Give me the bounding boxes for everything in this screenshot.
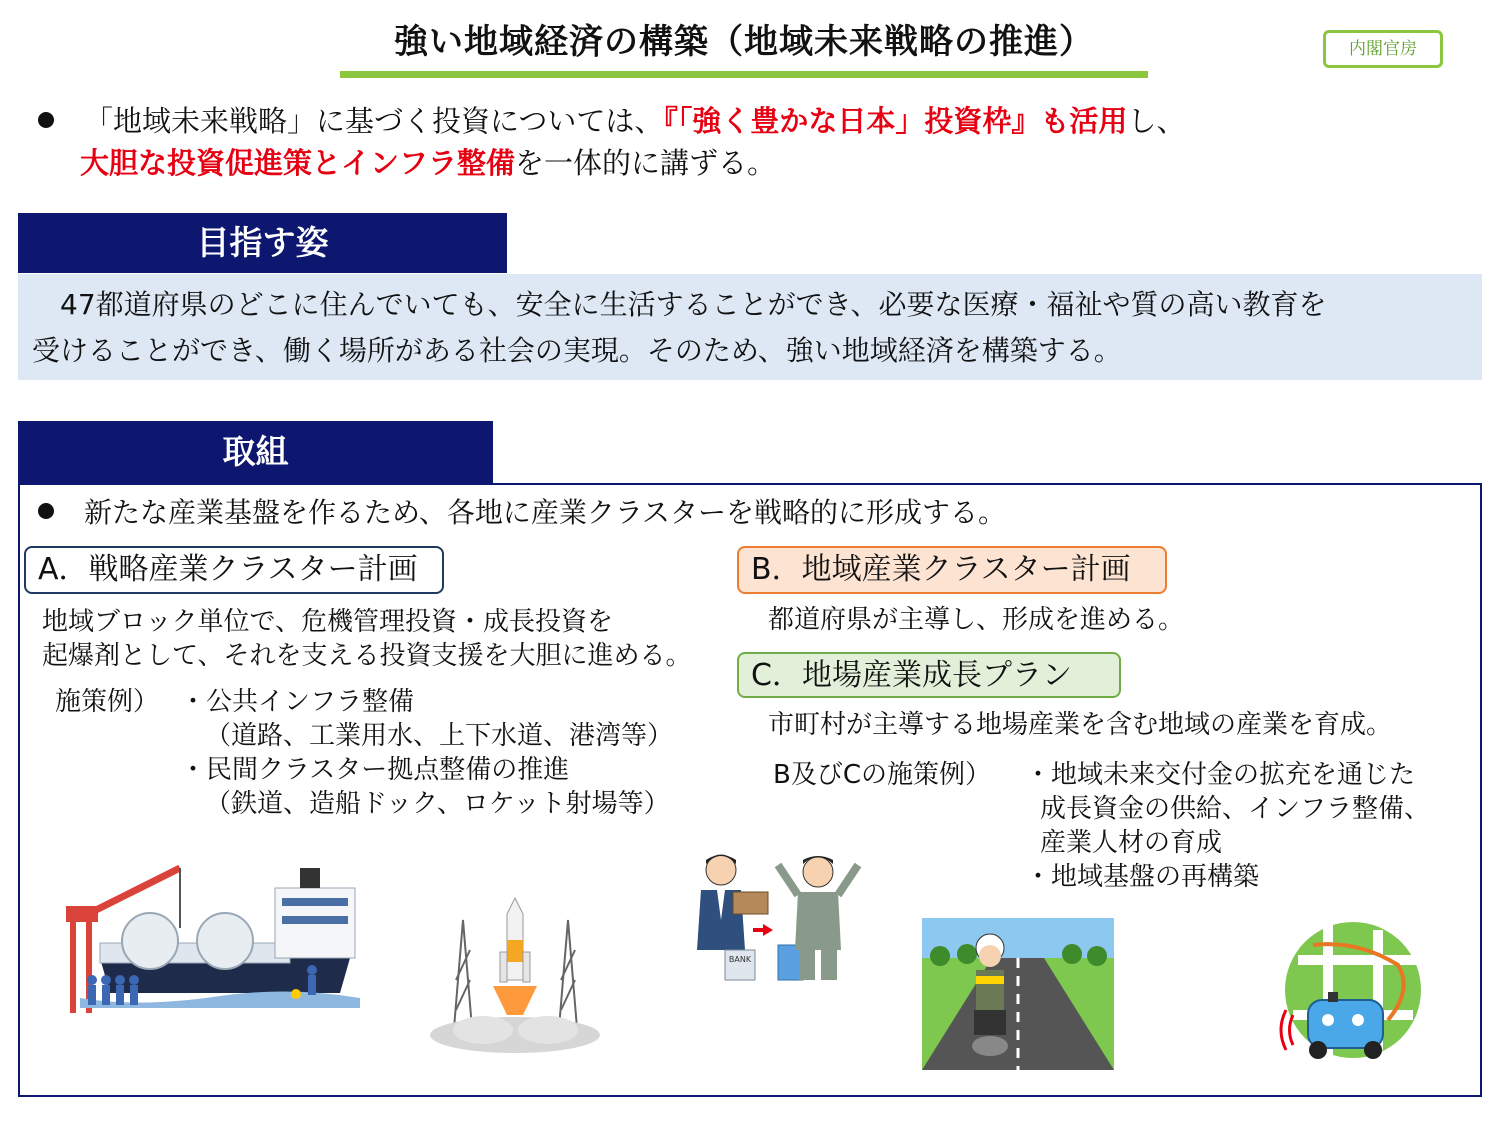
bc-example-1-line-3: 産業人材の育成 xyxy=(1040,828,1223,858)
intro-highlight-bold-measures: 大胆な投資促進策とインフラ整備 xyxy=(80,146,516,180)
goal-description xyxy=(18,274,1482,380)
ministry-badge: 内閣官房 xyxy=(1323,30,1443,68)
goal-header: 目指す姿 xyxy=(18,213,507,273)
page-title: 強い地域経済の構築（地域未来戦略の推進） xyxy=(340,14,1148,78)
rocket-launch-illustration xyxy=(423,890,608,1055)
plan-a-example-2: ・民間クラスター拠点整備の推進 xyxy=(180,755,570,785)
intro-line-2 xyxy=(80,142,776,184)
plan-c-desc: 市町村が主導する地場産業を含む地域の産業を育成。 xyxy=(768,710,1393,740)
plan-b-title: B．地域産業クラスター計画 xyxy=(737,546,1167,594)
plan-b-desc: 都道府県が主導し、形成を進める。 xyxy=(768,605,1185,635)
plan-a-desc-1: 地域ブロック単位で、危機管理投資・成長投資を xyxy=(42,607,613,637)
intro-text-a: 「地域未来戦略」に基づく投資については、 xyxy=(84,104,664,138)
efforts-bullet-text: 新たな産業基盤を作るため、各地に産業クラスターを戦略的に形成する。 xyxy=(84,496,1007,529)
intro-text-end: を一体的に講ずる。 xyxy=(515,146,777,180)
plan-a-examples-label: 施策例） xyxy=(55,687,160,717)
goal-line-2: 受けることができ、働く場所がある社会の実現。そのため、強い地域経済を構築する。 xyxy=(32,334,1122,367)
intro-highlight-investment-frame: 『「強く豊かな日本」投資枠』も活用 xyxy=(663,104,1128,138)
plan-a-example-1-detail: （道路、工業用水、上下水道、港湾等） xyxy=(205,721,674,751)
bullet-dot-icon xyxy=(38,112,54,128)
plan-a-example-2-detail: （鉄道、造船ドック、ロケット射場等） xyxy=(205,789,670,819)
bc-examples-label: B及びCの施策例） xyxy=(773,760,991,790)
efforts-header: 取組 xyxy=(18,421,493,483)
plan-a-example-1: ・公共インフラ整備 xyxy=(180,687,415,717)
goal-line-1: 47都道府県のどこに住んでいても、安全に生活することができ、必要な医療・福祉や質の高い教育を xyxy=(32,288,1327,321)
self-driving-car-illustration xyxy=(1278,920,1438,1070)
intro-text-c: し、 xyxy=(1127,104,1186,138)
plan-c-title: C．地場産業成長プラン xyxy=(737,652,1121,698)
bank-sign: BANK xyxy=(728,955,752,964)
shipyard-illustration xyxy=(60,858,370,1023)
plan-a-title: A．戦略産業クラスター計画 xyxy=(24,546,444,594)
road-construction-illustration xyxy=(922,918,1114,1070)
plan-a-desc-2: 起爆剤として、それを支える投資支援を大胆に進める。 xyxy=(42,641,692,671)
bc-example-2: ・地域基盤の再構築 xyxy=(1025,862,1260,892)
bullet-dot-icon xyxy=(38,503,54,519)
bc-example-1-line-1: ・地域未来交付金の拡充を通じた xyxy=(1025,760,1416,790)
intro-line-1 xyxy=(38,100,1185,142)
bc-example-1-line-2: 成長資金の供給、インフラ整備、 xyxy=(1040,794,1431,824)
efforts-bullet xyxy=(38,492,1006,534)
business-support-illustration xyxy=(693,850,868,985)
